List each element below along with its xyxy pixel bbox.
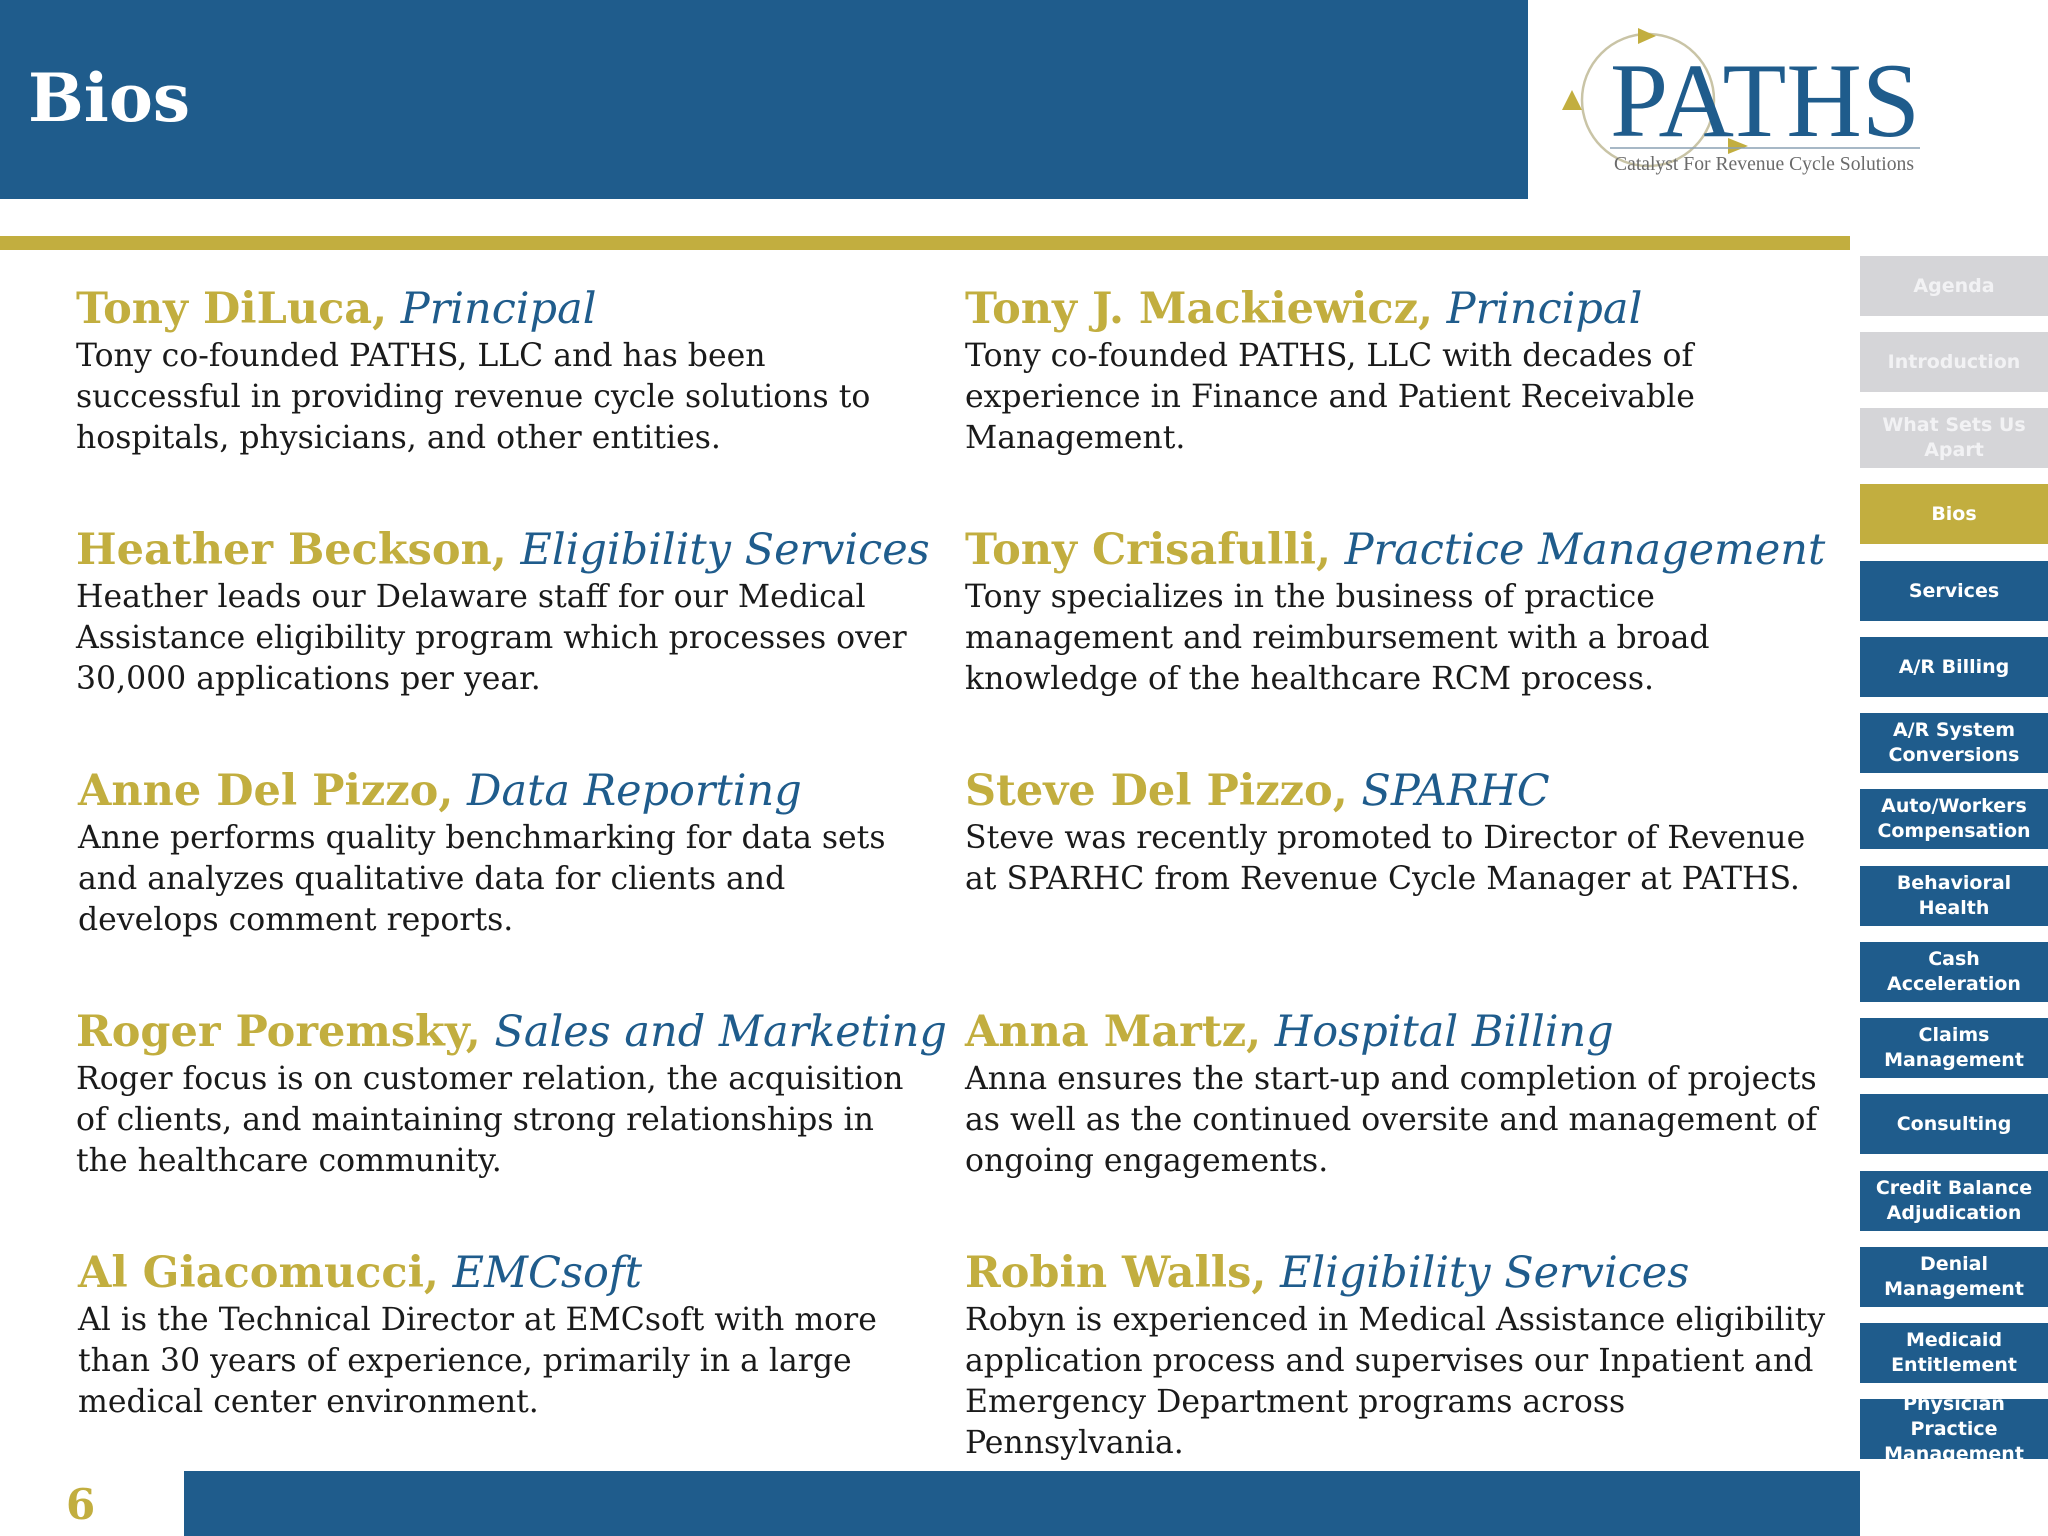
nav-item-denial-management[interactable]: Denial Management: [1860, 1247, 2048, 1307]
nav-item-services[interactable]: Services: [1860, 561, 2048, 621]
bio-name: Anne Del Pizzo,: [78, 766, 454, 816]
nav-item-cash-acceleration[interactable]: Cash Acceleration: [1860, 942, 2048, 1002]
bio-anna-martz: [965, 1005, 1835, 1182]
nav-item-agenda[interactable]: Agenda: [1860, 256, 2048, 316]
nav-item-claims-management[interactable]: Claims Management: [1860, 1018, 2048, 1078]
section-nav: [1860, 0, 2048, 1470]
bio-role: Data Reporting: [467, 766, 802, 816]
bio-role: Eligibility Services: [520, 525, 930, 575]
bio-al-giacomucci: [78, 1246, 918, 1423]
bio-role: Sales and Marketing: [494, 1007, 947, 1057]
bio-description: Tony co-founded PATHS, LLC with decades of experience in Finance and Patient Receivable Management.: [965, 338, 1695, 456]
bio-description: Heather leads our Delaware staff for our Medical Assistance eligibility program which processes over 30,000 applications per year.: [76, 579, 907, 697]
nav-item-ar-system-conversions[interactable]: A/R System Conversions: [1860, 713, 2048, 773]
bio-tony-mackiewicz: [965, 282, 1835, 459]
page-number: 6: [66, 1480, 96, 1529]
bio-tony-diluca: [76, 282, 916, 459]
bio-role: SPARHC: [1361, 766, 1550, 816]
bio-role: Principal: [400, 284, 597, 334]
nav-item-credit-balance-adjudication[interactable]: Credit Balance Adjudication: [1860, 1171, 2048, 1231]
nav-item-bios[interactable]: Bios: [1860, 484, 2048, 544]
logo-tagline: Catalyst For Revenue Cycle Solutions: [1614, 153, 1915, 175]
nav-item-auto-workers-compensation[interactable]: Auto/Workers Compensation: [1860, 789, 2048, 849]
logo-wordmark: PATHS: [1610, 42, 1920, 159]
bio-name: Roger Poremsky,: [76, 1007, 481, 1057]
bio-role: EMCsoft: [452, 1248, 643, 1298]
bio-description: Robyn is experienced in Medical Assistance eligibility application process and supervises our Inpatient and Emergency Department programs across Pennsylvania.: [965, 1302, 1826, 1461]
bio-role: Eligibility Services: [1280, 1248, 1690, 1298]
bio-description: Anne performs quality benchmarking for data sets and analyzes qualitative data for clients and develops comment reports.: [78, 820, 886, 938]
bio-name: Al Giacomucci,: [78, 1248, 439, 1298]
nav-item-ar-billing[interactable]: A/R Billing: [1860, 637, 2048, 697]
page-title: Bios: [28, 59, 191, 137]
bio-description: Al is the Technical Director at EMCsoft with more than 30 years of experience, primarily in a large medical center environment.: [78, 1302, 877, 1420]
bio-name: Steve Del Pizzo,: [965, 766, 1348, 816]
bio-heather-beckson: [76, 523, 930, 700]
bio-name: Heather Beckson,: [76, 525, 507, 575]
bio-name: Robin Walls,: [965, 1248, 1267, 1298]
nav-item-behavioral-health[interactable]: Behavioral Health: [1860, 866, 2048, 926]
bio-description: Anna ensures the start-up and completion of projects as well as the continued oversite and management of ongoing engagements.: [965, 1061, 1818, 1179]
bio-tony-crisafulli: [965, 523, 1835, 700]
bio-name: Anna Martz,: [965, 1007, 1262, 1057]
bio-roger-poremsky: [76, 1005, 947, 1182]
bio-description: Roger focus is on customer relation, the acquisition of clients, and maintaining strong relationships in the healthcare community.: [76, 1061, 904, 1179]
bio-anne-del-pizzo: [78, 764, 918, 941]
bio-description: Tony specializes in the business of practice management and reimbursement with a broad knowledge of the healthcare RCM process.: [965, 579, 1710, 697]
bio-role: Hospital Billing: [1274, 1007, 1614, 1057]
bio-steve-del-pizzo: [965, 764, 1835, 900]
nav-item-physician-practice-management[interactable]: Physician Practice Management: [1860, 1399, 2048, 1459]
bio-description: Steve was recently promoted to Director of Revenue at SPARHC from Revenue Cycle Manager at PATHS.: [965, 820, 1806, 897]
bio-role: Principal: [1446, 284, 1643, 334]
footer-bar: [184, 1471, 1860, 1536]
nav-item-medicaid-entitlement[interactable]: Medicaid Entitlement: [1860, 1323, 2048, 1383]
nav-item-what-sets-us-apart[interactable]: What Sets Us Apart: [1860, 408, 2048, 468]
bio-name: Tony DiLuca,: [76, 284, 388, 334]
bio-name: Tony J. Mackiewicz,: [965, 284, 1433, 334]
bio-description: Tony co-founded PATHS, LLC and has been successful in providing revenue cycle solutions to hospitals, physicians, and other entities.: [76, 338, 871, 456]
bio-name: Tony Crisafulli,: [965, 525, 1331, 575]
bio-role: Practice Management: [1344, 525, 1826, 575]
nav-item-introduction[interactable]: Introduction: [1860, 332, 2048, 392]
nav-item-consulting[interactable]: Consulting: [1860, 1094, 2048, 1154]
bio-robin-walls: [965, 1246, 1835, 1464]
